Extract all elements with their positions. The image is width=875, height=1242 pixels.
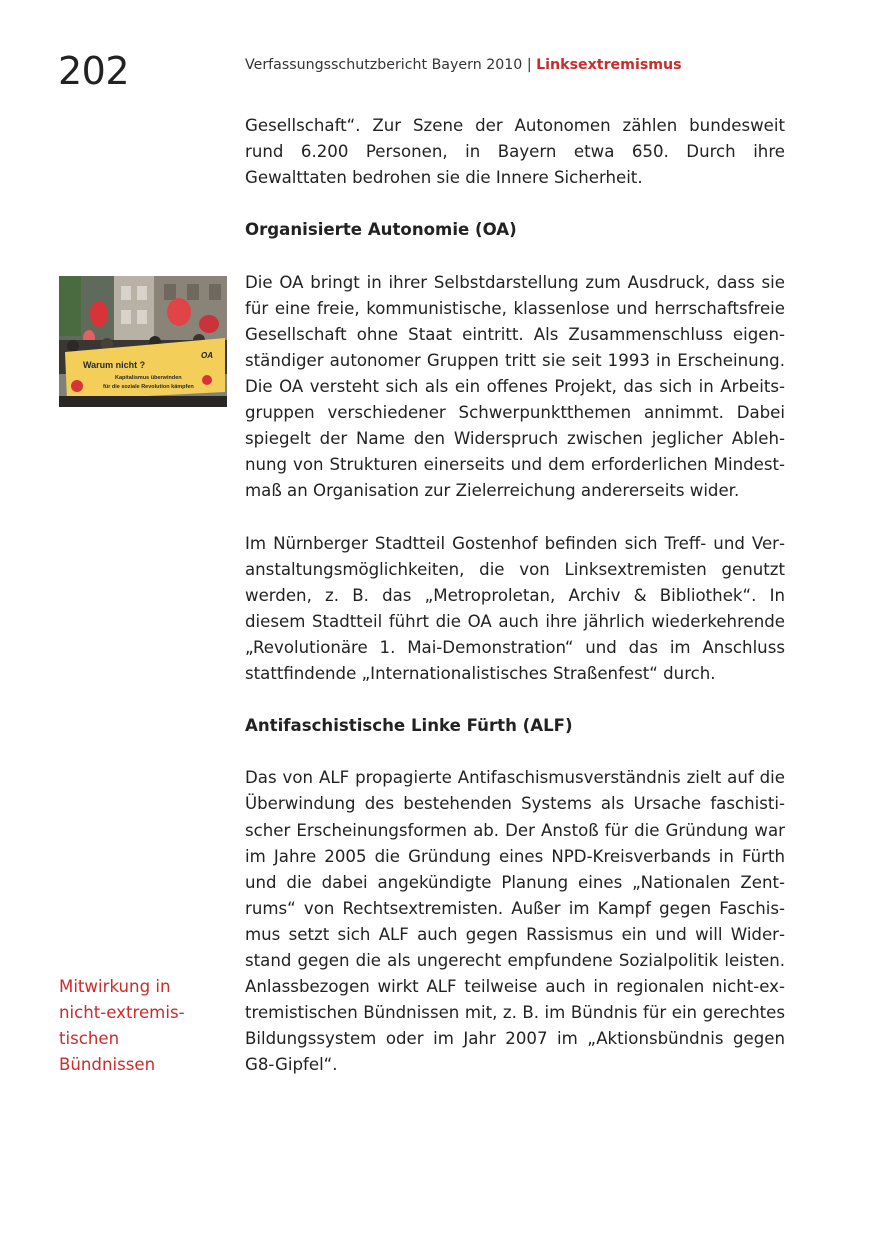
section-title: Linksextremismus <box>536 57 682 73</box>
margin-note-line: Bündnissen <box>59 1055 156 1075</box>
heading-organisierte-autonomie: Organisierte Autonomie (OA) <box>245 220 517 240</box>
paragraph-4: Das von ALF propagierte Antifaschismusverständnis zielt auf die Überwindung des bestehenden Systems als Ursache faschistischer Erscheinungsformen ab. Der Anstoß für die Gründung war im Jahre 2005 die Gründung eines NPD-Kreisverbands in Fürth und die dabei angekündigte Planung eines „Nationalen Zentrums“ von Rechtsextremisten. Außer im Kampf gegen Faschismus setzt sich ALF auch gegen Rassismus ein und will Widerstand gegen die als ungerecht empfundene Sozialpolitik leisten. Anlassbezogen wirkt ALF teilweise auch in regionalen nicht-extremistischen Bündnissen mit, z. B. im Bündnis für ein gerechtes Bildungssystem oder im Jahr 2007 im „Aktionsbündnis gegen G8-Gipfel“. <box>245 768 785 1075</box>
running-head <box>245 57 682 73</box>
banner-logo: OA <box>201 351 213 360</box>
margin-note-line: tischen <box>59 1029 120 1049</box>
main-text <box>245 113 785 1105</box>
banner-text-2: Kapitalismus überwinden <box>115 375 182 381</box>
banner-text-3: für die soziale Revolution kämpfen <box>103 384 194 390</box>
paragraph-2: Die OA bringt in ihrer Selbstdarstellung zum Ausdruck, dass sie für eine freie, kommunistische, klassenlose und herrschaftsfreie Gesellschaft ohne Staat eintritt. Als Zusammenschluss eigenständiger autonomer Gruppen tritt sie seit 1993 in Erscheinung. Die OA versteht sich als ein offenes Projekt, das sich in Arbeitsgruppen verschiedener Schwerpunktthemen annimmt. Dabei spiegelt der Name den Widerspruch zwischen jeglicher Ablehnung von Strukturen einerseits und dem erforderlichen Mindestmaß an Organisation zur Zielerreichung andererseits wider. <box>245 272 785 501</box>
margin-note <box>59 974 234 1078</box>
page-number: 202 <box>58 49 130 93</box>
demonstration-photo <box>59 276 227 407</box>
margin-note-line: Mitwirkung in <box>59 977 171 996</box>
margin-note-line: nicht-extremis- <box>59 1003 185 1023</box>
heading-antifaschistische-linke: Antifaschistische Linke Fürth (ALF) <box>245 716 573 736</box>
paragraph-3: Im Nürnberger Stadtteil Gostenhof befinden sich Treff- und Veranstaltungsmöglichkeiten, die von Linksextremisten genutzt werden, z. B. das „Metroproletan, Archiv & Bibliothek“. In diesem Stadtteil führt die OA auch ihre jährlich wiederkehrende „Revolutionäre 1. Mai-Demonstration“ und das im Anschluss stattfindende „Internationalistisches Straßenfest“ durch. <box>245 533 785 683</box>
paragraph-1: Gesellschaft“. Zur Szene der Autonomen zählen bundesweit rund 6.200 Personen, in Bayern etwa 650. Durch ihre Gewalttaten bedrohen sie die Innere Sicherheit. <box>245 116 785 188</box>
banner-text-1: Warum nicht ? <box>83 360 146 370</box>
running-title: Verfassungsschutzbericht Bayern 2010 | <box>245 57 537 73</box>
